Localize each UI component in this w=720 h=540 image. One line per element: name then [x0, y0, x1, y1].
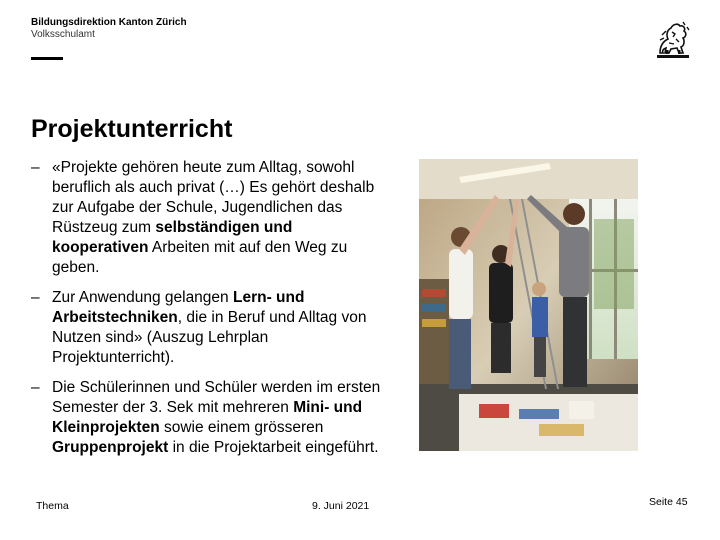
- bullet-dash: –: [31, 159, 40, 176]
- bullet-text-emphasis: Gruppenprojekt: [52, 439, 169, 456]
- classroom-project-photo: [419, 159, 638, 451]
- bullet-text-part: «Projekte gehören heute zum Alltag, sowohl beruflich als auch privat (…) Es gehört deshalb zur Aufgabe der Schule, Jugendlichen das Rüstzeug zum: [52, 159, 375, 236]
- bullet-dash: –: [31, 379, 40, 396]
- canton-zurich-lion-logo: [654, 19, 692, 61]
- bullet-text-emphasis: selbständigen und kooperativen: [52, 219, 293, 256]
- bullet-item: [31, 378, 391, 458]
- footer-topic: Thema: [36, 500, 69, 512]
- slide-title: Projektunterricht: [31, 115, 233, 143]
- header-rule: [31, 57, 63, 60]
- bullet-text-part: Zur Anwendung gelangen: [52, 289, 233, 306]
- bullet-text-emphasis: Mini- und Kleinprojekten: [52, 399, 363, 436]
- bullet-text-part: in die Projektarbeit eingeführt.: [168, 439, 379, 456]
- bullet-text-emphasis: Lern- und Arbeitstechniken: [52, 289, 305, 326]
- bullet-text-part: sowie einem grösseren: [159, 419, 324, 436]
- organization-name: Bildungsdirektion Kanton Zürich: [31, 17, 187, 28]
- bullet-item: [31, 158, 391, 278]
- page-number: Seite 45: [649, 496, 688, 508]
- department-name: Volksschulamt: [31, 29, 95, 40]
- bullet-text-part: , die in Beruf und Alltag von Nutzen sind» (Auszug Lehrplan Projektunterricht).: [52, 309, 367, 366]
- bullet-dash: –: [31, 289, 40, 306]
- bullet-list: [31, 158, 391, 468]
- bullet-item: [31, 288, 391, 368]
- bullet-text-part: Arbeiten mit auf den Weg zu geben.: [52, 239, 348, 276]
- bullet-text-part: Die Schülerinnen und Schüler werden im ersten Semester der 3. Sek mit mehreren: [52, 379, 381, 416]
- footer-date: 9. Juni 2021: [312, 500, 370, 512]
